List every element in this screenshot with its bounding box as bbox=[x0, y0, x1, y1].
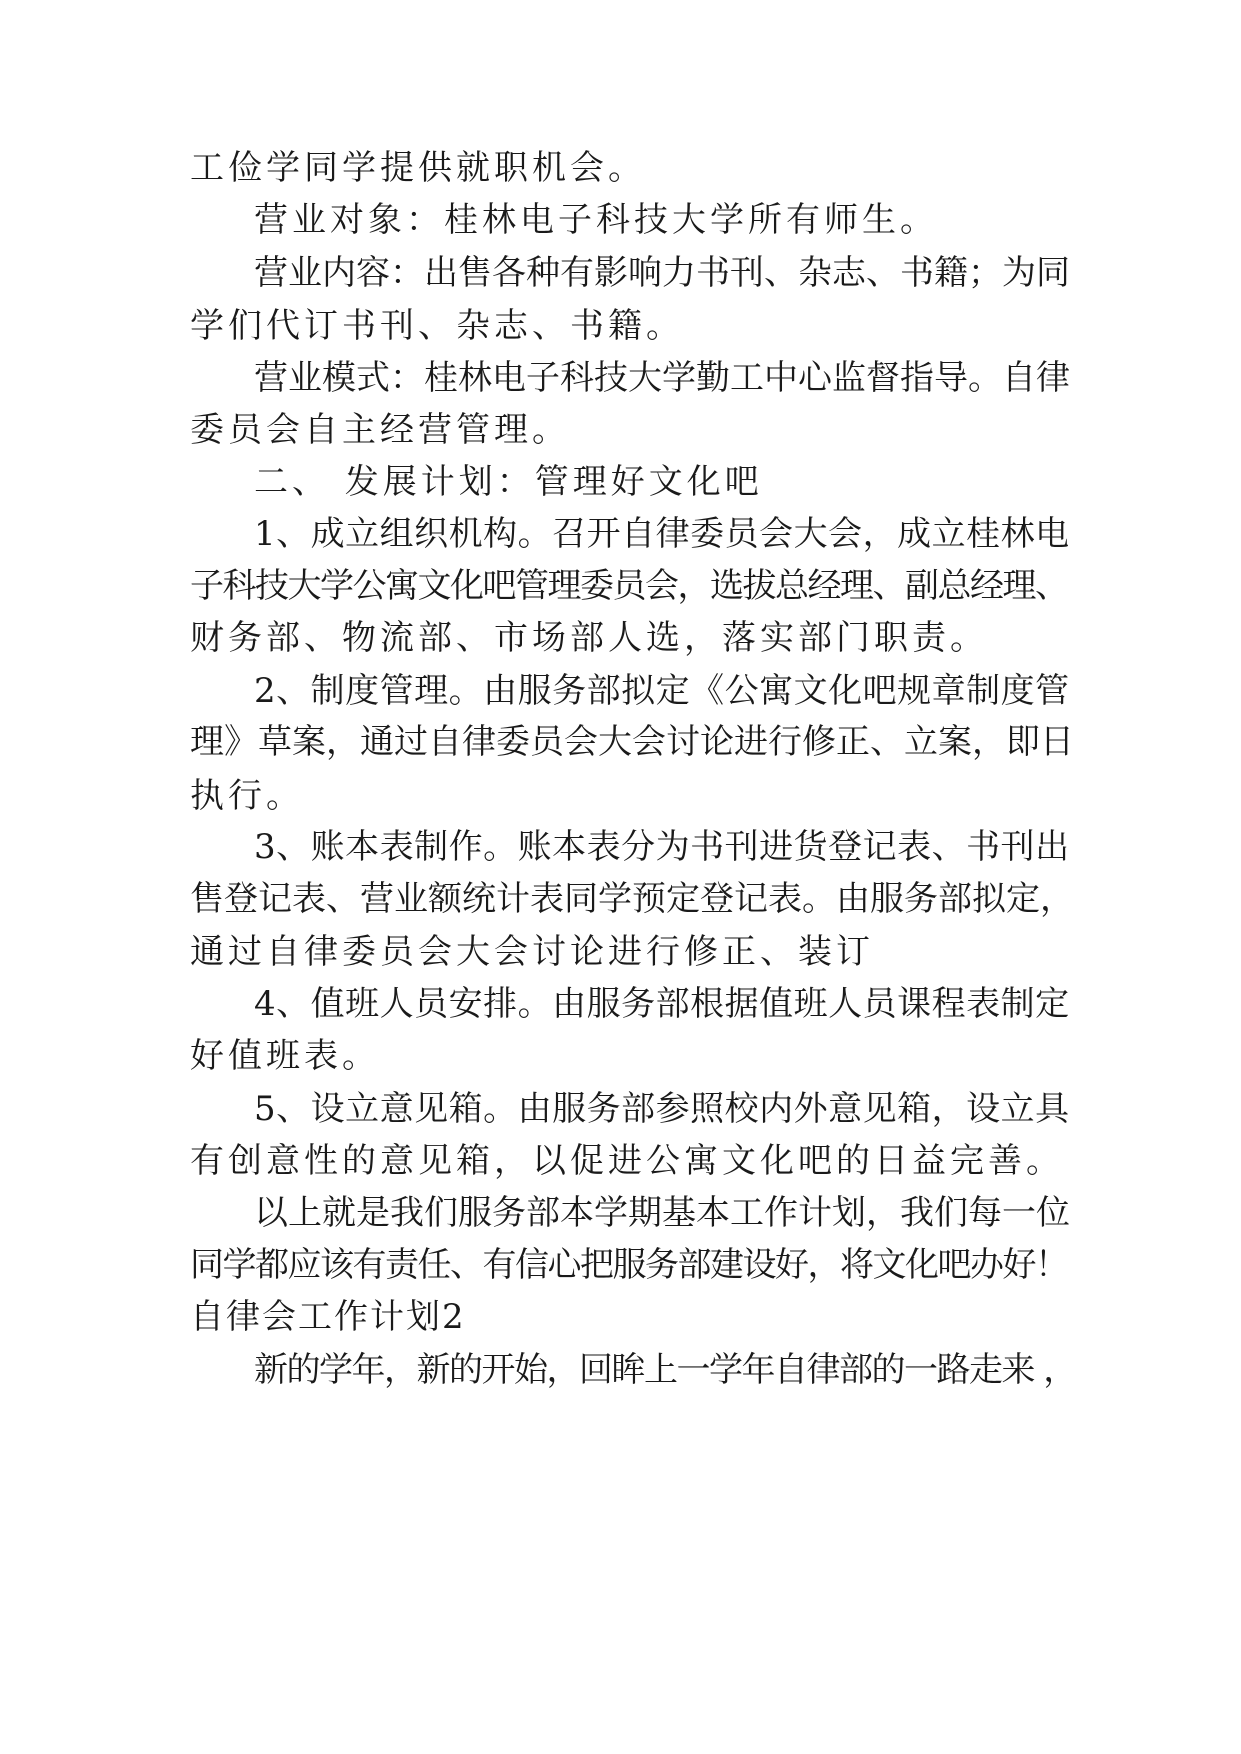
section-heading: 二、 发展计划：管理好文化吧 bbox=[254, 462, 763, 502]
text-line-8: 1、成立组织机构。召开自律委员会大会，成立桂林电 bbox=[254, 514, 1070, 554]
text-line-9: 子科技大学公寓文化吧管理委员会，选拔总经理、副总经理、 bbox=[190, 566, 1068, 606]
subheading: 自律会工作计划2 bbox=[190, 1297, 466, 1337]
text-line-22: 同学都应该有责任、有信心把服务部建设好，将文化吧办好！ bbox=[190, 1245, 1068, 1285]
text-line-12: 理》草案，通过自律委员会大会讨论进行修正、立案，即日 bbox=[190, 722, 1074, 762]
text-line-24: 新的学年，新的开始，回眸上一学年自律部的一路走来 ， bbox=[254, 1350, 1076, 1390]
text-line-1: 工俭学同学提供就职机会。 bbox=[190, 148, 646, 188]
text-line-19: 5、设立意见箱。由服务部参照校内外意见箱，设立具 bbox=[254, 1089, 1070, 1129]
text-line-20: 有创意性的意见箱，以促进公寓文化吧的日益完善。 bbox=[190, 1141, 1064, 1181]
text-line-4: 学们代订书刊、杂志、书籍。 bbox=[190, 306, 684, 346]
text-line-10: 财务部、物流部、市场部人选，落实部门职责。 bbox=[190, 618, 988, 658]
text-line-14: 3、账本表制作。账本表分为书刊进货登记表、书刊出 bbox=[254, 827, 1070, 867]
text-line-17: 4、值班人员安排。由服务部根据值班人员课程表制定 bbox=[254, 984, 1070, 1024]
text-line-6: 委员会自主经营管理。 bbox=[190, 410, 570, 450]
text-line-15: 售登记表、营业额统计表同学预定登记表。由服务部拟定， bbox=[190, 879, 1074, 919]
text-line-11: 2、制度管理。由服务部拟定《公寓文化吧规章制度管 bbox=[254, 671, 1070, 711]
text-line-3: 营业内容：出售各种有影响力书刊、杂志、书籍；为同 bbox=[254, 253, 1070, 293]
text-line-5: 营业模式：桂林电子科技大学勤工中心监督指导。自律 bbox=[254, 358, 1070, 398]
text-line-18: 好值班表。 bbox=[190, 1036, 380, 1076]
text-line-16: 通过自律委员会大会讨论进行修正、装订 bbox=[190, 932, 874, 972]
text-line-2: 营业对象：桂林电子科技大学所有师生。 bbox=[254, 200, 938, 240]
text-line-21: 以上就是我们服务部本学期基本工作计划，我们每一位 bbox=[254, 1193, 1070, 1233]
text-line-13: 执行。 bbox=[190, 776, 304, 816]
